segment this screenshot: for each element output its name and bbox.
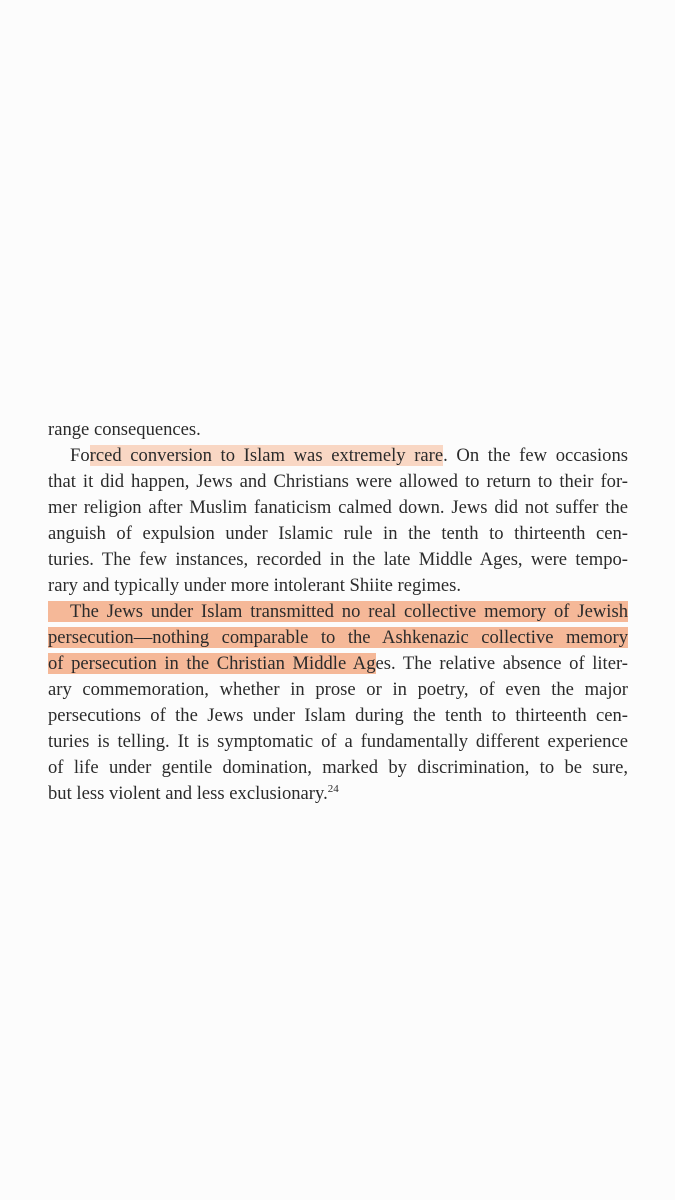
text-line: [48, 443, 628, 469]
text-line: [48, 651, 628, 677]
text-line: turies is telling. It is symptomatic of a fundamentally different experience: [48, 731, 628, 752]
text-span: but less violent and less exclusionary.: [48, 783, 328, 804]
text-line: anguish of expulsion under Islamic rule in the tenth to thirteenth cen-: [48, 523, 628, 544]
text-line: persecutions of the Jews under Islam during the tenth to thirteenth cen-: [48, 705, 628, 726]
highlighted-text[interactable]: rced conversion to Islam was extremely rare: [89, 445, 444, 466]
text-line: of life under gentile domination, marked by discrimination, to be sure,: [48, 757, 628, 778]
text-line: ary commemoration, whether in prose or in poetry, of even the major: [48, 679, 628, 700]
text-span: range consequences.: [48, 419, 201, 440]
highlighted-text[interactable]: of persecution in the Christian Middle Ag: [48, 653, 376, 674]
text-span: es. The relative absence of liter-: [375, 653, 628, 674]
highlighted-text[interactable]: persecution—nothing comparable to the Ashkenazic collective memory: [48, 627, 628, 648]
text-line: mer religion after Muslim fanaticism calmed down. Jews did not suffer the: [48, 497, 628, 518]
book-text: [48, 417, 628, 807]
highlighted-text[interactable]: The Jews under Islam transmitted no real collective memory of Jewish: [48, 601, 628, 622]
text-span: . On the few occasions: [443, 445, 629, 466]
text-line: [48, 625, 628, 651]
text-line: [48, 781, 628, 807]
footnote-marker[interactable]: 24: [327, 783, 339, 795]
text-line: rary and typically under more intolerant Shiite regimes.: [48, 575, 462, 596]
text-line: [48, 417, 628, 443]
text-line: [48, 599, 628, 625]
text-line: turies. The few instances, recorded in the late Middle Ages, were tempo-: [48, 549, 628, 570]
text-span: Fo: [70, 445, 90, 466]
text-line: that it did happen, Jews and Christians were allowed to return to their for-: [48, 471, 628, 492]
